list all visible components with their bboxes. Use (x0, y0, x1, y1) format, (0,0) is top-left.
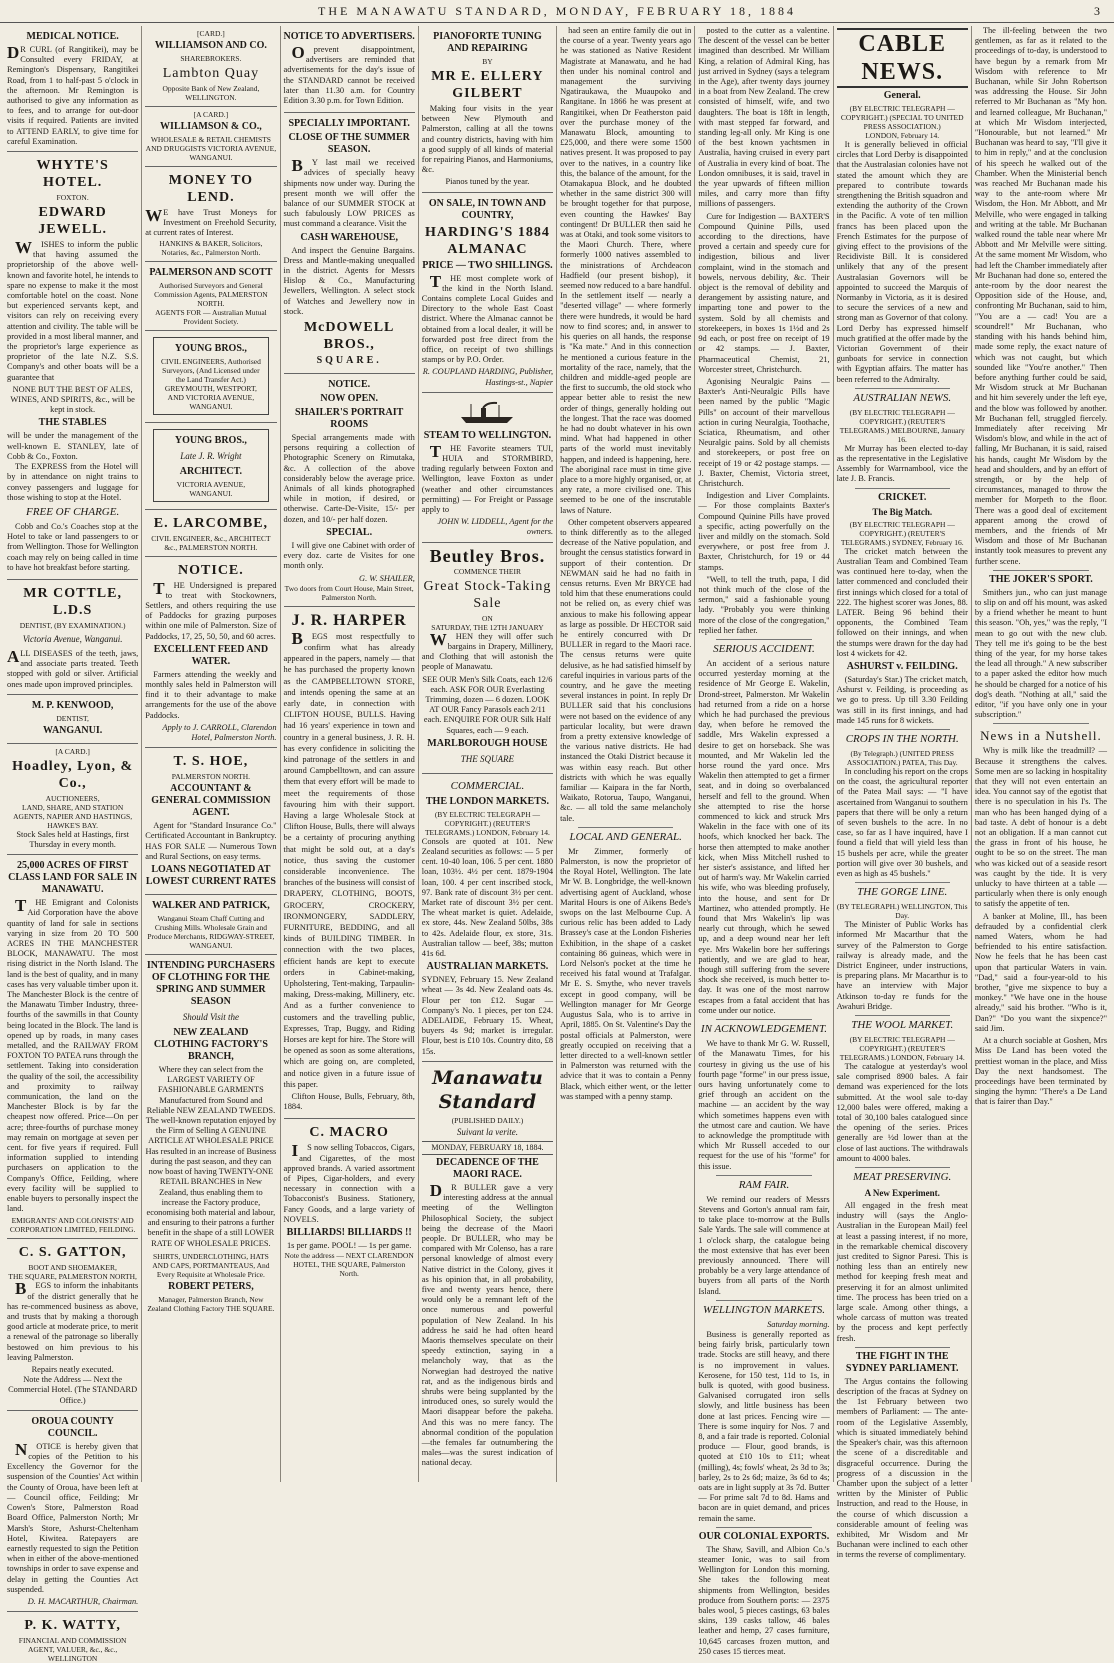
harding-signature: R. COUPLAND HARDING, Publisher, Hastings-st., Napier (422, 367, 554, 387)
column-6 (695, 26, 833, 1656)
column-grid (4, 26, 1110, 1663)
cricket-text: The cricket match between the Australian Team and Combined Team was continued here to-day, when the latter commenced and concluded their first innings which closed for a total of 222. The highest scorer was Jones, 88. LATER. Being 96 behind their opponents, the Combined Team followed on their innings, and when the stumps were drawn for the day had lost 4 wickets for 42. (836, 546, 968, 658)
issue-date: MONDAY, FEBRUARY 18, 1884. (422, 1141, 553, 1155)
jewell-heading: EDWARD JEWELL. (38, 205, 108, 238)
wool-heading: THE WOOL MARKET. (851, 1019, 954, 1031)
piano-ad (422, 26, 553, 193)
young-arch-address: VICTORIA AVENUE, WANGANUI. (176, 479, 246, 498)
beutley-date: SATURDAY, THE 12TH JANUARY (431, 622, 544, 632)
larcombe-heading: E. LARCOMBE, (153, 515, 269, 531)
nutshell-heading: News in a Nutshell. (980, 728, 1102, 744)
harding-sale-heading: ON SALE, IN TOWN AND COUNTRY, (428, 197, 547, 221)
wellington-markets-text: Business is generally reported as being fairly brisk, particularly town trade. Stocks are still heavy, and there is no improvement in values. Kerosene, for 150 test, 11d to 1s, in bulk is quoted, with good business. Galvanised corrugated iron sells slowly, and little business has been done at last prices. Fencing wire — There is some inquiry for Nos. 7 and 8, and a fair trade is reported. Colonial produce — Flour, good brands, is quoted at £10 10s to £11; wheat (milling), 4s; fowls' wheat, 2s 3d to 3s; barley, 2s to 2s 6d; maize, 3s 6d to 4s; oats are in light supply at 3s 7d. Butter — For prime salt 7d to 8d. Hams and bacon are in quiet demand, and prices remain the same. (698, 1329, 830, 1523)
column-1 (4, 26, 142, 1663)
banker-text: A banker at Moline, Ill., has been defrauded by a confidential clerk named Waters, whom he had befriended to his entire satisfaction. Now he feels that he has been cast upon that particular Waters in vain. "Dad," said a four-year-old to his brother, "give me sixpence to buy a monkey." "We have one in the house already," said his brother. "Who is it, Dan?" "Do you want the sixpence?" said Jim. (974, 911, 1107, 1033)
loans-heading: LOANS NEGOTIATED AT LOWEST CURRENT RATES (145, 864, 276, 888)
ram-fair-text: We remind our readers of Messrs Stevens and Gorton's annual ram fair, to take place to-morrow at the Bulls Sale Yards. The sale will commence at 1 o'clock sharp, the catalogue being the most extensive that has ever been previously announced. There will probably be a very large attendance of buyers from all parts of the North Island. (698, 1194, 830, 1296)
young-bros-engineers-ad (145, 331, 276, 423)
gilbert-heading: MR E. ELLERY GILBERT (431, 69, 544, 101)
walker-heading: WALKER AND PATRICK, (152, 900, 270, 912)
stables-text: will be under the management of the well-known E. STANLEY, late of Cobb & Co., Foxton. (7, 431, 139, 461)
larcombe-text: CIVIL ENGINEER, &c., ARCHITECT &c., PALMERSTON NORTH. (151, 533, 271, 552)
billiards-heading: BILLIARDS! BILLIARDS !! (286, 1227, 412, 1239)
free-of-charge: FREE OF CHARGE. (26, 505, 120, 518)
london-markets-text: Consols are quoted at 101. New Zealand securities as follows: — 5 per cent. 10-40 loan, 106. 5 per cent. 1880 loan, 103½. 4½ per cent. 1879-1904 loan, 100. 4 per cent inscribed stock, 97. Bank rate of discount 3½ per cent. Market rate of discount 3½ per cent. The wheat market is quiet. Adelaide, ex store, 44s. New Zealand 50lbs, 38s to 42s. Adelaide flour, ex store, 31s. Australian tallow — beef, 38s; mutton 41s 6d. (421, 836, 554, 958)
watty-ad (7, 1612, 138, 1663)
commercial-section (422, 774, 553, 1062)
williamson-opposite: Opposite Bank of New Zealand, WELLINGTON. (162, 84, 260, 102)
marlborough-heading: MARLBOROUGH HOUSE (427, 737, 548, 749)
shailer-text: Special arrangements made with persons requiring a collection of Photographic Scenery on Rimutaka, &c. A collection of the above considerably below the average price. Animals of all kinds photographed while in motion, if desired, or otherwise. Carte-De-Visite, 15/- per dozen, and 10/- per half dozen. (283, 433, 415, 524)
ashurst-text: (Saturday's Star.) The cricket match, Ashurst v. Feilding, is proceeding as we go to press. Up till 3.30 Feilding was still in its first innings, and had made 145 runs for 8 wickets. (836, 674, 968, 725)
gatton-address: THE SQUARE, PALMERSTON NORTH, (8, 1272, 137, 1282)
nameplate-motto: Suivant la verite. (456, 1126, 519, 1137)
hoadley-text: LAND, SHARE, AND STATION AGENTS, NAPIER AND HASTINGS, HAWKE'S BAY. (13, 802, 133, 830)
shailer-special-text: I will give one Cabinet with order of every doz. carte de Visites for one month only. (283, 540, 415, 571)
nzco-heading: NEW ZEALAND CLOTHING FACTORY'S BRANCH, (153, 1027, 268, 1063)
piano-by: BY (482, 57, 493, 66)
ram-fair-heading: RAM FAIR. (738, 1178, 790, 1191)
medical-text: DR CURL (of Rangitikei), may be Consulted every FRIDAY, at Remington's Dispensary, Rangitikei Road, from 1 to half-past 5 o'clock in the afternoon. Mr Remington is authorised to give any information as to fees, and to arrange for out-door visits if required. Patients are invited to ATTEND EARLY, to give time for careful Examination. (7, 43, 139, 146)
oroua-text: NOTICE is hereby given that copies of the Petition to his Excellency the Governor for the suspension of the Counties' Act within the County of Oroua, have been left at — Council office, Feilding; Mr Cowen's Store, Palmerston Road Board Office, Palmerston North; Mr Marsh's Store, Ashurst-Cheltenham Hotel, Kiwitea. Ratepayers are earnestly requested to sign the Petition when in either of the above-mentioned townships in order to save expense and delay in getting the Counties Act suspended. (7, 1439, 139, 1594)
column-3 (281, 26, 419, 1482)
kenwood-heading: M. P. KENWOOD, (31, 699, 114, 711)
young-bros-architect-ad (145, 423, 276, 510)
general-heading: General. (883, 90, 921, 101)
gatton-heading: C. S. GATTON, (18, 1245, 127, 1261)
cottle-dentist-ad (7, 580, 138, 695)
notice-adv-text: Oprevent disappointment, advertisers are reminded that advertisements for the day's issue of the STANDARD cannot be received later than 11.30 a.m. for Country Edition 3.30 p.m. for Town Edition. (283, 43, 415, 106)
harper-text: BEGS most respectfully to confirm what has already appeared in the papers, namely — that he has purchased the property known as the CAMPBELLTOWN STORE, and intends opening the same at an early date, in connection with CLIFTON HOUSE, BULLS. Having had 16 years' experience in town and country in a general business, J. R. H. has every confidence in soliciting the kind patronage of the settlers in and around Campbelltown, and can assure them that every effort will be made to meet the requirements of those favouring him with their support. Having a large Wholesale Stock at Clifton House, Bulls, there will always be a certainty of procuring anything that might be sold out, at a day's notice, thus saving the customer considerable inconvenience. The branches of the business will consist of DRAPERY, CLOTHING, BOOTS, GROCERY, CROCKERY, IRONMONGERY, SADDLERY, FURNITURE, BEDDING, and all kinds of BUILDING TIMBER. In connection with the two places, efficient hands are kept to execute orders in Cabinet-making, Upholstering, Tent-making, Tarpaulin-making, Dress-making, Millinery, etc. And as a further convenience to customers and the travelling public, Expresses, Trap, Buggy, and Riding Horses are kept for hire. The Store will be opened as soon as some alterations, which are going on, are completed, and notice given in a future issue of this paper. (283, 628, 415, 1089)
intending-heading: INTENDING PURCHASERS OF CLOTHING FOR THE SPRING AND SUMMER SEASON (146, 960, 275, 1008)
mcdowell-heading: McDOWELL BROS., (303, 320, 395, 353)
serious-accident-heading: SERIOUS ACCIDENT. (713, 642, 815, 655)
paddock-notice-text: THE Undersigned is prepared to treat with Stockowners, Settlers, and others requiring the use of Paddocks for grazing purposes within one mile of Palmerston. Size of Paddocks, 17, 25, 50, 50, and 60 acres. (145, 578, 277, 641)
steam-signature: JOHN W. LIDDELL, Agent for the owners. (437, 517, 554, 537)
fight-heading: THE FIGHT IN THE SYDNEY PARLIAMENT. (845, 1350, 959, 1374)
ashurst-heading: ASHURST v. FEILDING. (846, 660, 958, 672)
williamson2-card: [A CARD.] (193, 110, 229, 119)
nz-clothing-ad (145, 955, 276, 1313)
joker-heading: THE JOKER'S SPORT. (989, 573, 1093, 585)
local-general-text: Mr Zimmer, formerly of Palmerston, is now the proprietor of the Royal Hotel, Wellington. The late Mr W. B. Longbridge, the well-known advertising agent of Auckland, whose Marital Hours is one of Aikens Bede's swops on the last Melbourne Cup. A curious relic has been added to Lady Brassey's case at the London Fisheries Exhibition, in the shape of a casket containing 86 guineas, which were in Lord Nelson's pocket at the time he received his fatal wound at Trafalgar. Mr E. S. Smythe, who never travels except in good company, will be Wellington manager for Mr George Augustus Sala, who is to arrive in April, 1885. On St. Valentine's Day the postal officials at Palmerston, were greatly occupied on receiving that a letter directed to a well-known settler in Palmerston was returned with the advice that it was to contain a Penny Black, which either went, or the letter was stamped with a penny stamp. (560, 846, 692, 1101)
fight-text: The Argus contains the following description of the fracas at Sydney on the 1st February between two members of Parliament: — The ante-room of the Legislative Assembly, which is situated immediately behind the Speaker's chair, was this afternoon the scene of a discreditable and disgraceful occurrence. During the progress of a discussion in the Chamber upon the subject of a letter written by the Minister of Public Instruction, and read to the House, in the course of which discussion a considerable amount of feeling was exhibited, Mr Wisdom and Mr Buchanan were inclined to each other in terms the reverse of complimentary. (836, 1376, 968, 1560)
cash-warehouse-ad (284, 113, 415, 374)
feed-heading: EXCELLENT FEED AND WATER. (153, 643, 269, 667)
australian-news-byline: (BY ELECTRIC TELEGRAPH — COPYRIGHT.) (REUTER'S TELEGRAMS.) MELBOURNE, January 16. (839, 407, 965, 444)
oroua-heading: OROUA COUNTY COUNCIL. (31, 1415, 114, 1439)
steam-ad (422, 393, 553, 543)
paddock-notice-heading: NOTICE. (178, 562, 244, 578)
decadence-continued-2: Other competent observers appeared to think differently as to the alleged decrease of the Native population, and brought the census statistics forward in support of their contention. Dr NEWMAN said he had no faith in census returns. Even Mr BRYCE had told him that these enumerations could not be relied on, as every chief was anxious to make his following appear as large as possible. Dr HECTOR said he entirely concurred with Dr BULLER in regard to the Maori race. The census returns were quite delusive, as he had satisfied himself by careful inquiries in various parts of the country, and he gave the meeting several instances in point. In reply Dr BULLER said that his conclusions were not based on the evidence of any particular locality, but were drawn from a pretty extensive knowledge of the various native districts. He had instanced the Otaki District because it was within easy reach. But other districts with which he was equally familiar — Kaipara in the far North, Waikato, Rotorua, Taupo, Wanganui, &c. — all told the same melancholy tale. (560, 517, 692, 823)
gilbert-tuned: Pianos tuned by the year. (445, 177, 530, 187)
beutley-on: ON (482, 613, 493, 623)
cottle-text: ALL DISEASES of the teeth, jaws, and associate parts treated. Teeth stopped with gold or silver. Artificial ones made upon improved principles. (7, 646, 139, 689)
williamson2-heading: WILLIAMSON & CO., (160, 121, 262, 132)
larcombe-ad (145, 510, 276, 557)
shailer-ad (284, 374, 415, 607)
beutley-sub: COMMENCE THEIR (453, 566, 521, 576)
meat-text: All engaged in the fresh meat industry will (says the Anglo-Australian in the European Mail) feel at least a passing interest, if no more, in the remarkable chemical discovery just credited to Signor Paresi. This is nothing less than an entirely new method for keeping fresh meat and preserving it for an almost unlimited time. The process has been tried on a large scale. Among other things, a whole carcass of mutton was treated by the process and kept perfectly fresh. (836, 1201, 968, 1343)
palmerston-heading: PALMERSON AND SCOTT (149, 266, 273, 278)
gorge-text: The Minister of Public Works has informed Mr Macarthur that the survey of the Palmerston to Gorge railway is already made, and the District Engineer, under instructions, is preparing plans. Mr Macarthur is to have an interview with Major Atkinson to-day re funds for the Awahuri Bridge. (836, 920, 968, 1011)
williamson2-text: WHOLESALE & RETAIL CHEMISTS AND DRUGGISTS VICTORIA AVENUE, (145, 135, 277, 153)
hoadley-sale: Stock Sales held at Hastings, first Thursday in every month. (16, 829, 129, 849)
australian-markets-heading: AUSTRALIAN MARKETS. (426, 961, 549, 973)
money-text: WE have Trust Moneys for Investment on Freehold Security, at current rates of Interest. (145, 206, 277, 238)
walker-text: Wanganui Steam Chaff Cutting and Crushing Mills. Wholesale Grain and Produce Merchants, RIDGWAY-STREET, WANGANUI. (147, 914, 275, 951)
column-7 (834, 26, 972, 1560)
macro-address: Note the address — NEXT CLARENDON HOTEL, THE SQUARE, Palmerston North. (284, 1251, 414, 1279)
peters-heading: ROBERT PETERS, (168, 1280, 254, 1292)
beutley-heading: Beutley Bros. (429, 545, 546, 566)
harper-signature: Clifton House, Bulls, February, 8th, 1884. (283, 1092, 415, 1112)
hoadley-heading: Hoadley, Lyon, & Co., (12, 758, 134, 791)
wellington-markets-heading: WELLINGTON MARKETS. (702, 1303, 825, 1316)
neuralgic-ad: Agonising Neuralgic Pains — Baxter's Anti-Neuralgic Pills have been named by the public "Magic Pills" on account of their marvellous action in curing Neuralgia, Toothache, Sciatica, Rheumatism, and other Neuralgic pains. Sold by all chemists and storekeepers, or post free on receipt of 19 or 42 postage stamps. — J. Baxter, Chemist, Victoria street, Christchurch. (698, 376, 830, 488)
peters-text: Manager, Palmerston Branch, New Zealand Clothing Factory THE SQUARE. (147, 1294, 275, 1313)
decadence-continued: had seen an entire family die out in the course of a year. Twenty years ago he was stationed as Native Resident Magistrate at Manawatu, and he had then under his nominal control and management the surviving Ngatiraukawa, the Muaupoko and Rangitane. In 1866 he was present at Rangitikei, when Dr Featherston paid over the purchase money of the Manawatu Block, amounting to £25,000, and there were some 1500 natives present. It was proposed to pay over to the natives, in a country like this, the balance of the amount, for the Otamakapua Block, and he doubted whether in the same district 300 will be brought together for that purpose, even counting the Hawkes' Bay contingent! Dr BULLER then said he was at Otaki, and took some visitors to the Maori Church. There, where formerly 1000 natives assembled to the ministrations of Archdeacon Hadfield (our present bishop), it seemed now reduced to a bare handful. In the settlement itself — nearly a "deserted village" — where formerly there were hundreds, it would be hard now to find scores; and, in answer to his queries on all hands, the response is "Ka mate." And in this connection he mentioned a curious feature in the mortality of the race, namely, that the children and middle-aged people are the first to succumb, the old stock who appear better able to resist the new order of things, generally holding out the longest. That the race was doomed he had no doubt whatever in his own mind. What had happened in other parts of the world must inevitably happen, and indeed is happening, here. The aboriginal race must in time give place to a more highly organised, or, at any rate, a more civilised one. This seemed to be one of the inscrutable laws of Nature. (560, 26, 692, 515)
london-markets-heading: THE LONDON MARKETS. (425, 795, 549, 807)
nzco-text: Where they can select from the LARGEST VARIETY OF FASHIONABLE GARMENTS Manufactured from Sound and Reliable NEW ZEALAND TWEEDS. The well-known reputation enjoyed by the Firm of Selling A GENUINE ARTICLE AT WHOLESALE PRICE Has resulted in an increase of Business during the past season, and they can now boast of having TWENTY-ONE RETAIL BRANCHES in New Zealand, thus enabling them to increase the Factory produce, economising both material and labour, and ensuring to their patrons a further benefit in the shape of a still LOWER RATE OF WHOLESALE PRICES. (145, 1065, 277, 1248)
shailer-heading: SHAILER'S PORTRAIT ROOMS (295, 407, 404, 431)
kenwood-ad (7, 695, 138, 744)
general-text: It is generally believed in official circles that Lord Derby is disappointed that the Australasian colonies have not stated the amount which they are prepared to contribute towards strengthening the British squadron and extending the authority of the Crown in the Pacific. A vote of ten million francs has been placed upon the French Estimates for the purpose of giving effect to the provisions of the Recidiviste Bill. It is considered unlikely that any of the present Australasian Governors will be appointed to succeed the Marquis of Normanby in Victoria, as it is desired to secure the services of a new and strong man as Governor of that colony. Lord Derby has expressed himself much gratified at the offer made by the Victorian Government of their gunboats for service in connection with Egyptian affairs. The matter has been referred to the Admiralty. (836, 140, 968, 384)
acres-heading: 25,000 ACRES OF FIRST CLASS LAND FOR SALE IN MANAWATU. (8, 860, 138, 896)
money-heading: MONEY TO LEND. (168, 173, 254, 205)
acknowledgement-text: We have to thank Mr G. W. Russell, of the Manawatu Times, for his courtesy in giving us the use of his fourth page "forme" in our press issue, ours having unfortunately come to grief through an accident on the machine — an accident by the way which sometimes happens even with the utmost care and caution. We have to acknowledge the promptitude with which Mr Russell acceded to our request for the use of his "forme" for this issue. (698, 1039, 830, 1171)
wellington-markets-sub: Saturday morning. (767, 1319, 830, 1329)
jewell-text2: NONE BUT THE BEST OF ALES, WINES, AND SPIRITS, &c., will be kept in stock. (10, 384, 135, 415)
billiards-text: 1s per game. POOL! — 1s per game. (286, 1241, 412, 1251)
acknowledgement-heading: IN ACKNOWLEDGEMENT. (700, 1023, 828, 1036)
experiment-heading: A New Experiment. (864, 1188, 940, 1199)
indigestion-ad: Cure for Indigestion — BAXTER'S Compound Quinine Pills, used according to the directions, have proved a certain and speedy cure for indigestion, bilious and liver complaint, wind in the stomach and bowels, nervous debility, &c. Their object is the removal of debility and derangement by assisting nature, and imparting tone and power to the system. Sold by all chemists and storekeepers, in boxes 1s 1½d and 2s 9d each, or post free on receipt of 19 or 42 stamps. — J. Baxter, Pharmaceutical Chemist, 21, Worcester street, Christchurch. (698, 211, 830, 374)
feed-signature: Apply to J. CARROLL, Clarendon Hotel, Palmerston North. (162, 722, 277, 743)
steam-text: THE Favorite steamers TUI, HUIA and STORMBIRD, trading regularly between Foxton and Wellington, leave Foxton as under (weather and other circumstances permitting) — For Freight or Passage apply to (421, 441, 554, 515)
cottle-heading: MR COTTLE, L.D.S (23, 585, 122, 618)
williamson-chemists-ad (145, 107, 276, 167)
gatton-repairs: Repairs neatly executed. (31, 1365, 114, 1375)
nameplate-sub: (PUBLISHED DAILY.) (451, 1115, 524, 1125)
australian-news-heading: AUSTRALIAN NEWS. (853, 391, 952, 404)
decadence-text: DR BULLER gave a very interesting address at the annual meeting of the Wellington Philosophical Society, the subject being the decrease of the Maori people. Dr BULLER, who may be compared with Mr Colenso, has a rare personal knowledge of almost every Native district in the Colony, gives it as his opinion that, in all probability, five and twenty years hence, there would only be a remnant left of the once numerous and powerful population of New Zealand. In his address he said he had often heard Maoris themselves speculate on their speedy extinction, saying in a melancholy way, that as the Norwegian had destroyed the native rat, and as the indigenous birds and shrubs were being supplanted by the introduced ones, so surely would the Maori disappear before the pakeha. And this was no mere fancy. The abnormal condition of the population—the females far outnumbering the males—was the surest indication of national decay. (421, 1180, 554, 1468)
gatton-sub: BOOT AND SHOEMAKER, (28, 1263, 117, 1273)
jewell-text: WISHES to inform the public that having assumed the proprietorship of the above well-known and favorite hotel, he intends to spare no expense to make it the most comfortable hotel on the coast. None but experienced servants kept, and visitors can rely on receiving every attention and civility. The table will be provided in a most liberal manner, and the proprietor's large experience as proprietor of the late N.Z. S.S. Company's and other boats will be a guarantee that (7, 238, 139, 382)
shailer-notice: NOTICE. (328, 379, 371, 391)
shailer-special: SPECIAL. (326, 526, 373, 538)
steam-heading: STEAM TO WELLINGTON. (423, 429, 552, 441)
hoadley-ad (7, 744, 138, 855)
goshen-text: At a church sociable at Goshen, Mrs Miss De Land has been voted the prettiest woman in the place, and Miss Day the next handsomest. The proceedings have been terminated by singing the hymn: "There's a De Land that is fairer than Day." (974, 1036, 1107, 1107)
serious-accident-text: An accident of a serious nature occurred yesterday morning at the residence of Mr George E. Wakelin, Drond-street, Palmerston. Mr Wakelin had returned from a ride on a horse which he had purchased the previous day, when before he removed the saddle, Mrs Wakelin expressed a desire to get on horseback. She was mounted, and Mr Wakelin led the horse round the yard once. Mrs Wakelin then attempted to get a firmer seat, and in doing so overbalanced herself and fell to the ground. When she attempted to rise the horse commenced to kick and struck Mrs Wakelin in the face with one of its hoofs, which knocked her back. The horse then attempted to make another kick, when Miss Mitchell rushed to her sister's assistance, and lifted her out of harm's way. Mr Wakelin carried his wife, who was bleeding profusely, into the house, and sent for Dr Martinez, who attended promptly. He found that Mrs Wakelin's lip was nearly cut through, which he sewed up, and a deep wound near her left eye. Mrs Wakelin bore her sufferings patiently, and we are glad to hear, though still suffering from the severe shock she received, is much better to-day. It was one of the most narrow escapes from a fatal accident that has come under our notice. (698, 658, 830, 1015)
wool-text: The catalogue at yesterday's wool sale comprised 8900 bales. A fair demand was experienced for the lots submitted. At the wool sale to-day 12,000 bales were offered, making a total of 30,100 bales catalogued since the opening of the series. Prices generally are ½d lower than at the close of last auctions. The withdrawals amount to 4000 bales. (836, 1062, 968, 1163)
macro-heading: C. MACRO (309, 1125, 389, 1141)
steamship-icon (457, 400, 517, 426)
newspaper-nameplate: Manawatu Standard (432, 1066, 543, 1113)
tshoe-heading: T. S. HOE, (173, 754, 249, 770)
williamson-card: [CARD.] (197, 29, 225, 38)
cobb-text: Cobb and Co.'s Coaches stop at the Hotel to take or land passengers to or from Wellington. Those for Wellington coach may rely on being called in time to have hot breakfast before starting. (7, 521, 139, 572)
notice-adv-heading: NOTICE TO ADVERTISERS. (283, 31, 415, 42)
tshoe-sub: ACCOUNTANT & GENERAL COMMISSION AGENT. (151, 783, 271, 819)
macro-ad (284, 1119, 415, 1278)
hotel-heading: WHYTE'S HOTEL. (36, 158, 109, 191)
exports-heading: OUR COLONIAL EXPORTS. (698, 1530, 830, 1542)
young-arch-heading: YOUNG BROS., (174, 434, 247, 446)
feed-text: Farmers attending the weekly and monthly sales held in Palmerston will find it to their advantage to make arrangements for the use of the above Paddocks. (145, 669, 277, 720)
crops-heading: CROPS IN THE NORTH. (845, 732, 959, 745)
tshoe-place: PALMERSTON NORTH. (171, 772, 251, 782)
hoadley-sub: AUCTIONEERS, (45, 793, 100, 803)
cricket-byline: (BY ELECTRIC TELEGRAPH — COPYRIGHT.) (REUTER'S TELEGRAMS.) SYDNEY, February 16. (840, 519, 964, 547)
wool-byline: (BY ELECTRIC TELEGRAPH — COPYRIGHT.) (REUTER'S TELEGRAMS.) LONDON, February 14. (839, 1035, 965, 1062)
oroua-ad (7, 1411, 138, 1612)
walker-patrick-ad (145, 895, 276, 955)
shirts-text: SHIRTS, UNDERCLOTHING, HATS AND CAPS, PORTMANTEAUS, And Every Requisite at Wholesale Price. (152, 1251, 270, 1279)
paddock-notice-ad (145, 557, 276, 749)
cottle-address: Victoria Avenue, Wanganui. (22, 633, 123, 644)
fight-continued: The ill-feeling between the two gentlemen, as far as it related to the proceedings of to-day, is understood to have begun by a remark from Mr Wisdom with reference to Mr Buchanan, while Sir John Robertson was addressing the House. Sir John referred to Mr Buchanan as "My hon. and learned colleague, Mr Buchanan," at which Mr Wisdom interjected, "Honourable, but not learned." Mr Buchanan was heard to say, "I'll give it to him in reply," and at the conclusion of his speech he walked out of the Chamber. When the Ministerial bench was reached Mr Buchanan made his way to the ante-room where Mr Wisdom, the Hon. Mr Abbott, and Mr Melville, who were engaged in talking and writing at the table. Mr Buchanan walked round the table near where Mr Abbott and Mr Melville were sitting. At the same moment Mr Wisdom, who had left the Chamber immediately after Mr Buchanan had done so, entered the ante-room by the door nearest the Opposition side of the House, and, confronting Mr Buchanan, said to him, "You are a — cad! You are a scoundrel!" Mr Buchanan, who standing with his hands behind him, made some reply, the exact nature of which was not caught, but which sounded like "You're another." Then before anything further could be said, Mr Wisdom struck at Mr Buchanan and hit him severely under the left eye, and the blow was followed by another. Mr Buchanan fell, struggled fiercely. Immediately after receiving Mr Wisdom's blow, and while in the act of falling, Mr Buchanan, it is said, raised his hands, caught Mr Wisdom by the head and shoulders, and by an effort of strength, or by the help of circumstances, managed to throw the member for Morpeth to the floor. There was a good deal of excitement apparent among the crowd of members, and the friends of Mr Wisdom and those of Mr Buchanan instantly took measures to prevent any further scene. (974, 26, 1107, 566)
meat-heading: MEAT PRESERVING. (853, 1171, 952, 1184)
column-2 (142, 26, 280, 1482)
mcdowell-sub: SQUARE. (316, 355, 382, 367)
whytes-hotel-ad (7, 152, 138, 580)
nutshell-text: Why is milk like the treadmill? — Because it strengthens the calves. Some men are so lacking in hospitality that they will not even entertain an idea. You cannot say of the egotist that there is no speculation in his I's. The man who has been hanged dying of a bad taste. A debt of honour is a debt not an obligation. If a man cannot cut the grass in front of his house, he ought to be so on the street. The man who was kicked out of a seaside resort was caught by the tide. It is very unlucky to have thirteen at a table — particularly when there is only enough to satisfy the appetite of ten. (974, 746, 1107, 909)
cricket-heading: CRICKET. (878, 491, 927, 503)
williamson-ad (145, 26, 276, 107)
youngbros-heading: YOUNG BROS., (174, 342, 247, 354)
hotel-place: FOXTON. (56, 193, 89, 203)
medical-heading: MEDICAL NOTICE. (26, 31, 119, 42)
harper-heading: J. R. HARPER (291, 611, 407, 629)
tshoe-ad (145, 748, 276, 895)
big-match-heading: The Big Match. (872, 506, 933, 517)
cable-news-heading: CABLE NEWS. (837, 28, 968, 88)
australian-markets-text: SYDNEY, February 15. New Zealand wheat — 3s 4d. New Zealand oats 4s. Flour per ton £12. Sugar — Company's No. 1 pieces, per ton £24. ADELAIDE, February 15. Wheat, buyers 4s 9d; market is irregular. Flour, best is £10 10s. Country dito, £8 15s. (421, 975, 554, 1056)
commercial-heading: COMMERCIAL. (450, 779, 525, 792)
local-continued: posted to the cutter as a valentine. The descent of the vessel can be better imagined than described. Mr William King, a relation of Admiral King, has just arrived in Sydney (says a telegram in the Age), after twenty days journey in a boat from New Zealand. The crew consisted of himself, wife, and two daughters. The boat is 18ft in length, with mast stepped far forward, and standing leg-all only. Mr King is one of the best known yachtsmen in Australia, having cruised in every part of Australia in every kind of boat. The London omnibuses, it is said, travel in the year upwards of fifteen million miles, and carry more than fifty millions of passengers. (698, 26, 830, 209)
medical-notice (7, 26, 138, 152)
acres-ad (7, 855, 138, 1239)
williamson-place: Lambton Quay (162, 66, 260, 81)
australian-news-text: Mr Murray has been elected to-day as the representative in the Legislative Assembly for Warrnambool, vice the late J. B. Francis. (836, 443, 968, 484)
harding-price: PRICE — TWO SHILLINGS. (422, 259, 553, 271)
cash-text: And inspect the Genuine Bargains. Dress and Mantle-making unequalled in the district. Agents for Messrs Hislop & Co., Manufacturing Jewellers, Wellington. A select stock of Watches and Jewellery now in stock. (283, 245, 415, 316)
shailer-signature: G. W. SHAILER, (359, 573, 415, 583)
crops-text: In concluding his report on the crops on the coast, the agricultural reporter of the Patea Mail says: — "I have ascertained from Wanganui to southern papers that there will be only a return of seven bushels to the acre. In no case, so far as I have inquired, have I found a field that will yield less than 15 bushels per acre, while the greater portion will give over 30 bushels, and even as high as 45 bushels." (836, 766, 968, 878)
williamson2-place: WANGANUI. (189, 153, 233, 162)
page-masthead (0, 0, 1114, 23)
column-5 (557, 26, 695, 1482)
cash-heading: CASH WAREHOUSE, (300, 231, 398, 243)
shailer-address: Two doors from Court House, Main Street, Palmerston North. (284, 583, 414, 602)
column-4 (419, 26, 557, 1482)
tshoe-text: Agent for "Standard Insurance Co." Certificated Accountant in Bankruptcy. HAS FOR SALE — Numerous Town and Rural Sections, on easy terms. (145, 821, 277, 861)
close-text: BY last mail we received advices of specially heavy shipments now under way. During the present month we will offer the balance of our SUMMER STOCK at such fabulously LOW PRICES as must command a clearance. Visit the (283, 156, 415, 229)
beutley-ad (422, 543, 553, 774)
kenwood-sub: DENTIST, (56, 713, 89, 723)
notice-advertisers (284, 26, 415, 113)
kenwood-place: WANGANUI. (43, 724, 103, 736)
piano-heading: PIANOFORTE TUNING AND REPAIRING (433, 31, 542, 54)
stables-heading: THE STABLES (38, 417, 107, 429)
general-byline: (BY ELECTRIC TELEGRAPH — COPYRIGHT.) (SPECIAL TO UNITED PRESS ASSOCIATION.) (840, 104, 964, 131)
gatton-address2: Note the Address — Next the Commercial Hotel. (The STANDARD Office.) (8, 1375, 138, 1405)
beutley-list: SEE OUR Men's Silk Coats, each 12/6 each. ASK FOR OUR Everlasting Trimming, dozen — 6 dozen. LOOK AT OUR Fancy Parasols each 2/11 each. ENQUIRE FOR OUR Silk Half Squares, each — 9 each. (422, 674, 553, 735)
young-arch-sub: ARCHITECT. (179, 465, 243, 477)
watty-text: FINANCIAL AND COMMISSION AGENT, VALUER, &c., &c., WELLINGTON (18, 1636, 127, 1663)
acres-text: THE Emigrant and Colonists Aid Corporation have the above quantity of land for sale in sections varying in size from 20 TO 500 ACRES IN THE MANCHESTER BLOCK, MANAWATU. The most rising district in the North Island. The land is the best of quality, and in many cases has very valuable timber upon it. The Manchester Block is the centre of the Manawatu Timber Industry, three-fourths of the sawmills in that County being located in the Block. The land is opened up by roads, in many cases metalled, and the RAILWAY FROM FOXTON TO PATEA runs through the settlement. Taking into consideration the quality of the soil, the accessibility and proximity to railway communication, the land on the Manchester Block is by far the cheapest now offered. Price—On per acre; three-fourths of purchase money may remain on mortgage at seven per cent. for five years if required. Full information supplied to intending purchasers on application to the Company's Office, Feilding, where every facility will be supplied to enable buyers to personally inspect the land. (7, 896, 139, 1214)
decadence-heading: DECADENCE OF THE MAORI RACE. (436, 1156, 539, 1180)
williamson-sub: SHAREBROKERS. (180, 54, 242, 63)
youngbros-text: CIVIL ENGINEERS, Authorised Surveyors, (And Licensed under the Land Transfer Act.) GREYMOUTH, WESTPORT, AND VICTORIA AVENUE, WANGANUI. (160, 356, 261, 411)
close-heading: CLOSE OF THE SUMMER SEASON. (288, 132, 410, 156)
williamson-heading: WILLIAMSON AND CO. (154, 40, 267, 51)
marlborough-sub: THE SQUARE (460, 753, 515, 764)
oroua-signature: D. H. MACARTHUR, Chairman. (27, 1596, 139, 1606)
express-text: The EXPRESS from the Hotel will by in attendance on night trains to convey passengers and luggage for those wishing to stop at the Hotel. (7, 462, 139, 502)
special-heading: SPECIALLY IMPORTANT. (288, 118, 410, 130)
gilbert-text: Making four visits in the year between New Plymouth and Palmerston, calling at all the towns and country districts, having with him a good supply of all kinds of material for repairing Pianos, and Harmoniums, &c. (421, 104, 554, 175)
column-8 (972, 26, 1110, 1482)
intending-visit: Should Visit the (182, 1012, 240, 1023)
palmerston-text: Authorised Surveyors and General Commission Agents, PALMERSTON NORTH. (154, 280, 268, 308)
money-signature: HANKINS & BAKER, Solicitors, Notaries, &c., Palmerston North. (159, 238, 263, 257)
gorge-heading: THE GORGE LINE. (857, 886, 948, 899)
editorial-section (422, 1066, 553, 1469)
joker-text: Smithers jun., who can just manage to slip on and off his mount, was asked by a friend whether he meant to hunt this season. "Oh, yes," was the reply, "I mean to go out with the new club. They tell me it's going to be the best thing of the year, for my horse takes the lead all through." A new subscriber to a paper asked the editor how much he should be charged for a notice of his dog's death. "Nothing at all," said the editor, "if you have only one in your subscription." (974, 587, 1107, 720)
beutley-sale: Great Stock-Taking Sale (423, 578, 552, 611)
beutley-text: WHEN they will offer such bargains in Drapery, Millinery, and Clothing that will astonish the people of Manawatu. (421, 629, 554, 672)
harper-ad (284, 607, 415, 1120)
acres-signature: EMIGRANTS' AND COLONISTS' AID CORPORATION LIMITED, FEILDING. (9, 1216, 136, 1235)
palmerston-agents: AGENTS FOR — Australian Mutual Provident Society. (155, 307, 267, 326)
masthead-title: THE MANAWATU STANDARD, MONDAY, FEBRUARY 18, 1884 (318, 4, 796, 18)
harding-ad (422, 193, 553, 393)
london-byline: (BY ELECTRIC TELEGRAPH — COPYRIGHT.) (REUTER'S TELEGRAMS.) LONDON, February 14. (424, 809, 550, 837)
young-arch-late: Late J. R. Wright (180, 450, 242, 461)
page-number: 3 (1094, 4, 1100, 18)
liver-ad: Indigestion and Liver Complaints. — For those complaints Baxter's Compound Quinine Pills have proved a specific, acting powerfully on the liver and mildly on the stomach. Sold everywhere, or post free from J. Baxter, Christchurch, for 19 or 44 stamps. (698, 491, 830, 572)
shailer-now-open: NOW OPEN. (320, 393, 378, 405)
palmerston-scott-ad (145, 262, 276, 331)
sermon-anecdote: "Well, to tell the truth, papa, I did not think much of the close of the sermon," said a fashionable young lady. "Probably you were thinking more of the close of the congregation," replied her father. (698, 574, 830, 635)
harding-heading: HARDING'S 1884 ALMANAC (425, 224, 550, 257)
gorge-byline: (BY TELEGRAPH.) WELLINGTON, This Day. (836, 902, 968, 921)
money-ad (145, 167, 276, 262)
local-general-heading: LOCAL AND GENERAL. (569, 830, 682, 843)
general-dateline: LONDON, February 14. (865, 131, 940, 140)
exports-text: The Shaw, Savill, and Albion Co.'s steamer Ionic, was to sail from Wellington for London this morning. She takes the following meat shipments from Wellington, besides produce from Southern ports: — 2375 bales wool, 5 pieces castings, 63 bales skins, 139 casks tallow, 46 bales leather and hemp, 27 cases furniture, 10,645 carcases frozen mutton, and 250 cases 15 tierces meat. (698, 1544, 830, 1656)
gatton-text: BEGS to inform the inhabitants of the district generally that he has re-commenced business as above, and trusts that by making a thorough good article at moderate price, to merit a renewal of the patronage so liberally bestowed on him previous to his leaving Palmerston. (7, 1279, 139, 1362)
hoadley-card: [A CARD.] (55, 746, 90, 756)
watty-heading: P. K. WATTY, (24, 1618, 121, 1634)
crops-byline: (By Telegraph.) (UNITED PRESS ASSOCIATION.) PATEA, This Day. (846, 748, 958, 767)
harding-text: THE most complete work of the kind in the North Island. Contains complete Local Guides and Directory to the whole East Coast district. Where the Almanac cannot be obtained from a local dealer, it will be forwarded post free direct from the office, on receipt of two shillings stamps or by P.O. Order. (421, 271, 554, 365)
macro-text: IS now selling Tobaccos, Cigars, and Cigarettes, of the most approved brands. A varied assortment of Pipes, Cigar-holders, and every necessary in connection with a Tobacconist's Business. Stationery, Fancy Goods, and a large variety of NOVELS. (283, 1141, 415, 1224)
gatton-ad (7, 1239, 138, 1410)
cottle-sub: DENTIST, (BY EXAMINATION.) (19, 620, 126, 630)
